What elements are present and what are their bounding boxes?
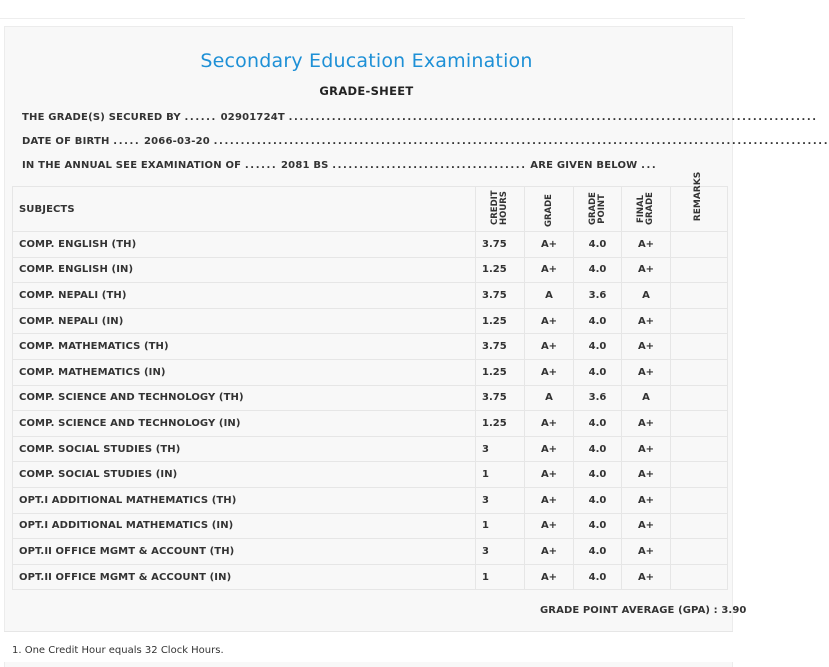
table-row	[13, 283, 728, 309]
credit-hours-cell: 3.75	[476, 334, 525, 360]
grade-point-cell: 4.0	[574, 462, 622, 488]
final-grade-cell: A+	[622, 257, 671, 283]
dot-leader: ....................................	[332, 160, 527, 171]
subject-cell: COMP. ENGLISH (TH)	[13, 232, 476, 258]
remarks-cell	[671, 359, 728, 385]
table-row	[13, 232, 728, 258]
table-row	[13, 411, 728, 437]
final-grade-cell: A+	[622, 436, 671, 462]
grade-point-cell: 4.0	[574, 359, 622, 385]
final-grade-cell: A+	[622, 411, 671, 437]
grade-cell: A+	[525, 334, 574, 360]
dot-leader: ..................................................................................................	[288, 112, 818, 123]
final-grade-cell: A+	[622, 539, 671, 565]
table-row	[13, 308, 728, 334]
subject-cell: COMP. NEPALI (TH)	[13, 283, 476, 309]
dob-value: 2066-03-20	[143, 136, 210, 147]
table-row	[13, 334, 728, 360]
final-grade-cell: A+	[622, 232, 671, 258]
subject-cell: COMP. SOCIAL STUDIES (IN)	[13, 462, 476, 488]
dot-leader: ......	[244, 160, 278, 171]
credit-hours-cell: 1.25	[476, 257, 525, 283]
grade-point-cell: 4.0	[574, 513, 622, 539]
remarks-cell	[671, 513, 728, 539]
col-final-grade-header	[622, 187, 671, 232]
note-credit-hour: 1. One Credit Hour equals 32 Clock Hours.	[12, 645, 224, 656]
final-grade-header-text: FINAL GRADE	[636, 192, 655, 225]
remarks-cell	[671, 436, 728, 462]
table-row	[13, 436, 728, 462]
remarks-cell	[671, 539, 728, 565]
grade-point-cell: 4.0	[574, 308, 622, 334]
final-grade-cell: A+	[622, 513, 671, 539]
subject-cell: OPT.II OFFICE MGMT & ACCOUNT (IN)	[13, 564, 476, 590]
exam-label: IN THE ANNUAL SEE EXAMINATION OF	[22, 160, 242, 171]
credit-hours-cell: 1	[476, 513, 525, 539]
credit-hours-cell: 3	[476, 436, 525, 462]
credit-hours-cell: 1.25	[476, 308, 525, 334]
top-bar	[0, 0, 745, 4]
grade-cell: A	[525, 283, 574, 309]
dot-leader: ......	[184, 112, 217, 123]
col-subjects-header: SUBJECTS	[13, 187, 476, 232]
grade-point-cell: 3.6	[574, 385, 622, 411]
subject-cell: COMP. NEPALI (IN)	[13, 308, 476, 334]
grade-point-cell: 4.0	[574, 257, 622, 283]
remarks-cell	[671, 487, 728, 513]
subject-cell: OPT.I ADDITIONAL MATHEMATICS (TH)	[13, 487, 476, 513]
grade-cell: A+	[525, 308, 574, 334]
table-row	[13, 564, 728, 590]
grade-point-cell: 4.0	[574, 334, 622, 360]
gpa-summary	[540, 605, 746, 616]
grade-cell: A+	[525, 513, 574, 539]
given-below-label: ARE GIVEN BELOW	[530, 160, 638, 171]
grade-header-text: GRADE	[543, 193, 554, 227]
secured-by-label: THE GRADE(S) SECURED BY	[22, 112, 181, 123]
table-row	[13, 487, 728, 513]
credit-hours-header-text: CREDIT HOURS	[490, 190, 509, 225]
remarks-cell	[671, 232, 728, 258]
grade-cell: A+	[525, 232, 574, 258]
secured-by-line	[22, 112, 818, 126]
credit-hours-cell: 3	[476, 487, 525, 513]
dot-leader: .....	[113, 136, 141, 147]
subject-cell: OPT.II OFFICE MGMT & ACCOUNT (TH)	[13, 539, 476, 565]
subject-cell: COMP. ENGLISH (IN)	[13, 257, 476, 283]
remarks-header-text: REMARKS	[693, 171, 704, 221]
subject-cell: COMP. SOCIAL STUDIES (TH)	[13, 436, 476, 462]
table-row	[13, 539, 728, 565]
grades-table	[12, 171, 728, 590]
table-row	[13, 385, 728, 411]
col-remarks-header	[671, 171, 728, 232]
remarks-cell	[671, 283, 728, 309]
credit-hours-cell: 3.75	[476, 232, 525, 258]
final-grade-cell: A	[622, 385, 671, 411]
grade-cell: A+	[525, 411, 574, 437]
col-grade-header	[525, 187, 574, 232]
credit-hours-cell: 1	[476, 462, 525, 488]
subject-cell: COMP. MATHEMATICS (TH)	[13, 334, 476, 360]
grade-point-header-text: GRADE POINT	[587, 192, 607, 225]
final-grade-cell: A+	[622, 462, 671, 488]
grade-cell: A+	[525, 436, 574, 462]
symbol-number: 02901724T	[220, 112, 285, 123]
credit-hours-cell: 1.25	[476, 359, 525, 385]
grade-point-cell: 3.6	[574, 283, 622, 309]
subject-cell: OPT.I ADDITIONAL MATHEMATICS (IN)	[13, 513, 476, 539]
grade-cell: A+	[525, 462, 574, 488]
grade-cell: A+	[525, 257, 574, 283]
dot-leader: ..................................................................................................................	[213, 136, 829, 147]
exam-year: 2081 BS	[281, 160, 329, 171]
remarks-cell	[671, 257, 728, 283]
subject-cell: COMP. SCIENCE AND TECHNOLOGY (IN)	[13, 411, 476, 437]
remarks-cell	[671, 385, 728, 411]
dob-label: DATE OF BIRTH	[22, 136, 110, 147]
grade-cell: A+	[525, 564, 574, 590]
table-row	[13, 513, 728, 539]
exam-line	[22, 160, 658, 174]
exam-title: Secondary Education Examination	[200, 50, 533, 72]
table-row	[13, 462, 728, 488]
grade-cell: A+	[525, 487, 574, 513]
table-header-row	[13, 187, 728, 232]
final-grade-cell: A	[622, 283, 671, 309]
final-grade-cell: A+	[622, 359, 671, 385]
grade-point-cell: 4.0	[574, 436, 622, 462]
credit-hours-cell: 3.75	[476, 283, 525, 309]
final-grade-cell: A+	[622, 487, 671, 513]
col-grade-point-header	[574, 187, 622, 232]
grade-point-cell: 4.0	[574, 539, 622, 565]
remarks-cell	[671, 308, 728, 334]
credit-hours-cell: 3.75	[476, 385, 525, 411]
grade-point-cell: 4.0	[574, 487, 622, 513]
table-row	[13, 359, 728, 385]
credit-hours-cell: 1.25	[476, 411, 525, 437]
credit-hours-cell: 1	[476, 564, 525, 590]
grade-cell: A	[525, 385, 574, 411]
final-grade-cell: A+	[622, 334, 671, 360]
remarks-cell	[671, 462, 728, 488]
credit-hours-cell: 3	[476, 539, 525, 565]
dob-line	[22, 136, 829, 150]
grade-cell: A+	[525, 359, 574, 385]
gpa-value: 3.90	[721, 605, 747, 616]
grade-point-cell: 4.0	[574, 411, 622, 437]
grade-point-cell: 4.0	[574, 564, 622, 590]
grades-table-body	[13, 232, 728, 590]
final-grade-cell: A+	[622, 308, 671, 334]
remarks-cell	[671, 411, 728, 437]
table-row	[13, 257, 728, 283]
remarks-cell	[671, 334, 728, 360]
subject-cell: COMP. MATHEMATICS (IN)	[13, 359, 476, 385]
grade-cell: A+	[525, 539, 574, 565]
top-divider	[0, 18, 745, 19]
subject-cell: COMP. SCIENCE AND TECHNOLOGY (TH)	[13, 385, 476, 411]
dot-leader: ...	[641, 160, 658, 171]
grade-point-cell: 4.0	[574, 232, 622, 258]
col-credit-hours-header	[476, 187, 525, 232]
final-grade-cell: A+	[622, 564, 671, 590]
gpa-label: GRADE POINT AVERAGE (GPA) :	[540, 605, 718, 616]
sheet-title: GRADE-SHEET	[319, 84, 414, 98]
remarks-cell	[671, 564, 728, 590]
